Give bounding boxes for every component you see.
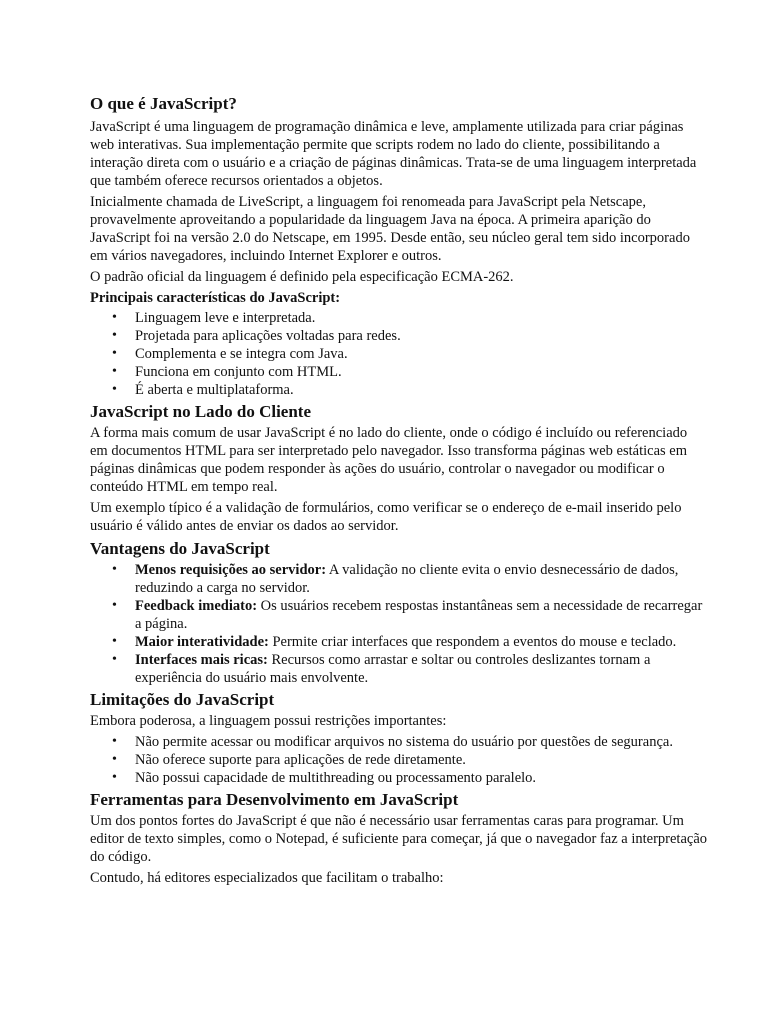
- list-item-text: Permite criar interfaces que respondem a eventos do mouse e teclado.: [268, 634, 677, 650]
- list-item-term: Maior interatividade:: [135, 634, 269, 650]
- paragraph: O padrão oficial da linguagem é definido pela especificação ECMA-262.: [90, 269, 514, 285]
- section-title-intro: O que é JavaScript?: [90, 94, 237, 113]
- list-item-text: É aberta e multiplataforma.: [135, 382, 294, 398]
- list-item-term: Feedback imediato:: [135, 598, 258, 614]
- bullet-icon: •: [112, 734, 117, 749]
- limitations-list: [90, 733, 708, 787]
- list-item: [112, 309, 708, 327]
- section-title-client-side: JavaScript no Lado do Cliente: [90, 402, 312, 421]
- list-item: [112, 561, 708, 597]
- list-item: [112, 651, 708, 687]
- paragraph: JavaScript é uma linguagem de programação dinâmica e leve, amplamente utilizada para criar páginas web interativas. Sua implementação permite que scripts rodem no lado do cliente, possibilitando a interação direta com o usuário e a criação de páginas dinâmicas. Trata-se de uma linguagem interpretada que também oferece recursos orientados a objetos.: [90, 119, 697, 189]
- paragraph: Inicialmente chamada de LiveScript, a linguagem foi renomeada para JavaScript pela Netscape, provavelmente aproveitando a popularidade da linguagem Java na época. A primeira aparição do JavaScript foi na versão 2.0 do Netscape, em 1995. Desde então, seu núcleo geral tem sido incorporado em vários navegadores, incluindo Internet Explorer e outros.: [90, 194, 690, 264]
- bullet-icon: •: [112, 652, 117, 667]
- paragraph: Contudo, há editores especializados que facilitam o trabalho:: [90, 870, 444, 886]
- list-item: [112, 633, 708, 651]
- bullet-icon: •: [112, 382, 117, 397]
- list-item-text: Linguagem leve e interpretada.: [135, 310, 316, 326]
- bullet-icon: •: [112, 328, 117, 343]
- section-title-tools: Ferramentas para Desenvolvimento em JavaScript: [90, 790, 459, 809]
- bullet-icon: •: [112, 562, 117, 577]
- list-item-text: Complementa e se integra com Java.: [135, 346, 348, 362]
- list-item: [112, 597, 708, 633]
- bullet-icon: •: [112, 598, 117, 613]
- section-title-advantages: Vantagens do JavaScript: [90, 539, 270, 558]
- bullet-icon: •: [112, 770, 117, 785]
- list-item-text: A validação no cliente evita o envio desnecessário de dados, reduzindo a carga no servidor.: [135, 562, 679, 596]
- list-item: [112, 381, 708, 399]
- list-item: [112, 733, 708, 751]
- list-item: [112, 363, 708, 381]
- list-item-text: Os usuários recebem respostas instantâneas sem a necessidade de recarregar a página.: [135, 598, 703, 632]
- list-item: [112, 769, 708, 787]
- list-item-text: Não permite acessar ou modificar arquivos no sistema do usuário por questões de segurança.: [135, 734, 673, 750]
- section-title-limitations: Limitações do JavaScript: [90, 690, 275, 709]
- paragraph: Embora poderosa, a linguagem possui restrições importantes:: [90, 713, 447, 729]
- bullet-icon: •: [112, 634, 117, 649]
- paragraph: Um exemplo típico é a validação de formulários, como verificar se o endereço de e-mail inserido pelo usuário é válido antes de enviar os dados ao servidor.: [90, 500, 682, 534]
- list-item-term: Interfaces mais ricas:: [135, 652, 268, 668]
- advantages-list: [90, 561, 708, 687]
- list-item: [112, 751, 708, 769]
- list-item: [112, 327, 708, 345]
- list-item-term: Menos requisições ao servidor:: [135, 562, 327, 578]
- features-label: Principais características do JavaScript:: [90, 290, 341, 306]
- list-item-text: Recursos como arrastar e soltar ou controles deslizantes tornam a experiência do usuário mais envolvente.: [135, 652, 651, 686]
- list-item-text: Não possui capacidade de multithreading ou processamento paralelo.: [135, 770, 537, 786]
- bullet-icon: •: [112, 364, 117, 379]
- list-item: [112, 345, 708, 363]
- bullet-icon: •: [112, 752, 117, 767]
- bullet-icon: •: [112, 346, 117, 361]
- list-item-text: Não oferece suporte para aplicações de rede diretamente.: [135, 752, 466, 768]
- bullet-icon: •: [112, 310, 117, 325]
- list-item-text: Projetada para aplicações voltadas para redes.: [135, 328, 401, 344]
- list-item-text: Funciona em conjunto com HTML.: [135, 364, 342, 380]
- features-list: [90, 309, 708, 399]
- paragraph: Um dos pontos fortes do JavaScript é que não é necessário usar ferramentas caras para programar. Um editor de texto simples, como o Notepad, é suficiente para começar, já que o navegador faz a interpretação do código.: [90, 813, 708, 865]
- paragraph: A forma mais comum de usar JavaScript é no lado do cliente, onde o código é incluído ou referenciado em documentos HTML para ser interpretado pelo navegador. Isso transforma páginas web estáticas em páginas dinâmicas que podem responder às ações do usuário, controlar o navegador ou modificar o conteúdo HTML em tempo real.: [90, 425, 688, 495]
